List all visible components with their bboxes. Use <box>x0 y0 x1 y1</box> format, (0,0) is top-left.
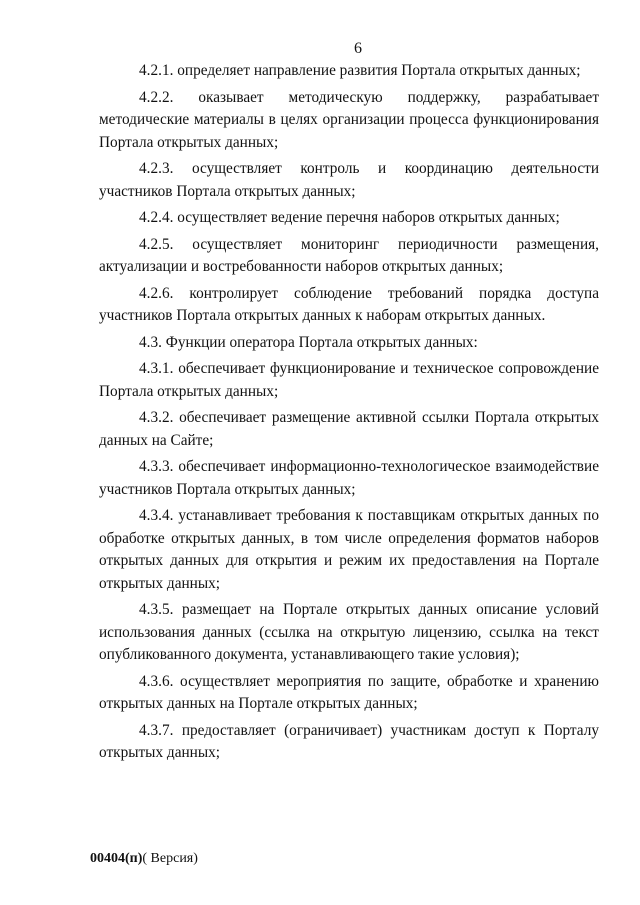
paragraph-4-3-5: 4.3.5. размещает на Портале открытых данных описание условий использования данных (ссылка на открытую лицензию, ссылка на текст опубликованного документа, устанавливающего такие условия); <box>99 601 599 663</box>
paragraph-4-2-4: 4.2.4. осуществляет ведение перечня наборов открытых данных; <box>139 209 560 226</box>
paragraph-4-3-3: 4.3.3. обеспечивает информационно-технологическое взаимодействие участников Портала открытых данных; <box>99 458 599 498</box>
paragraph-4-2-3: 4.2.3. осуществляет контроль и координацию деятельности участников Портала открытых данных; <box>99 160 599 200</box>
document-body <box>99 60 599 769</box>
document-version: ( Версия) <box>142 851 198 866</box>
paragraph-4-2-2: 4.2.2. оказывает методическую поддержку, разрабатывает методические материалы в целях организации процесса функционирования Портала открытых данных; <box>99 88 599 151</box>
page-number: 6 <box>354 40 362 57</box>
paragraph-4-2-6: 4.2.6. контролирует соблюдение требований порядка доступа участников Портала открытых данных к наборам открытых данных. <box>99 284 599 324</box>
paragraph-4-3-1: 4.3.1. обеспечивает функционирование и техническое сопровождение Портала открытых данных; <box>99 360 599 400</box>
document-footer <box>90 851 198 867</box>
paragraph-4-2-1: 4.2.1. определяет направление развития Портала открытых данных; <box>139 62 581 79</box>
paragraph-4-3-4: 4.3.4. устанавливает требования к поставщикам открытых данных по обработке открытых данных, в том числе определения форматов наборов открытых данных для открытия и режим их предоставления на Портале открытых данных; <box>99 507 599 592</box>
paragraph-4-3-6: 4.3.6. осуществляет мероприятия по защите, обработке и хранению открытых данных на Портале открытых данных; <box>99 672 599 712</box>
paragraph-4-2-5: 4.2.5. осуществляет мониторинг периодичности размещения, актуализации и востребованности наборов открытых данных; <box>99 235 599 275</box>
document-code: 00404(п) <box>90 851 143 866</box>
paragraph-4-3-2: 4.3.2. обеспечивает размещение активной ссылки Портала открытых данных на Сайте; <box>99 409 599 449</box>
paragraph-4-3-7: 4.3.7. предоставляет (ограничивает) участникам доступ к Порталу открытых данных; <box>99 721 599 761</box>
section-heading-4-3: 4.3. Функции оператора Портала открытых данных: <box>139 333 478 351</box>
